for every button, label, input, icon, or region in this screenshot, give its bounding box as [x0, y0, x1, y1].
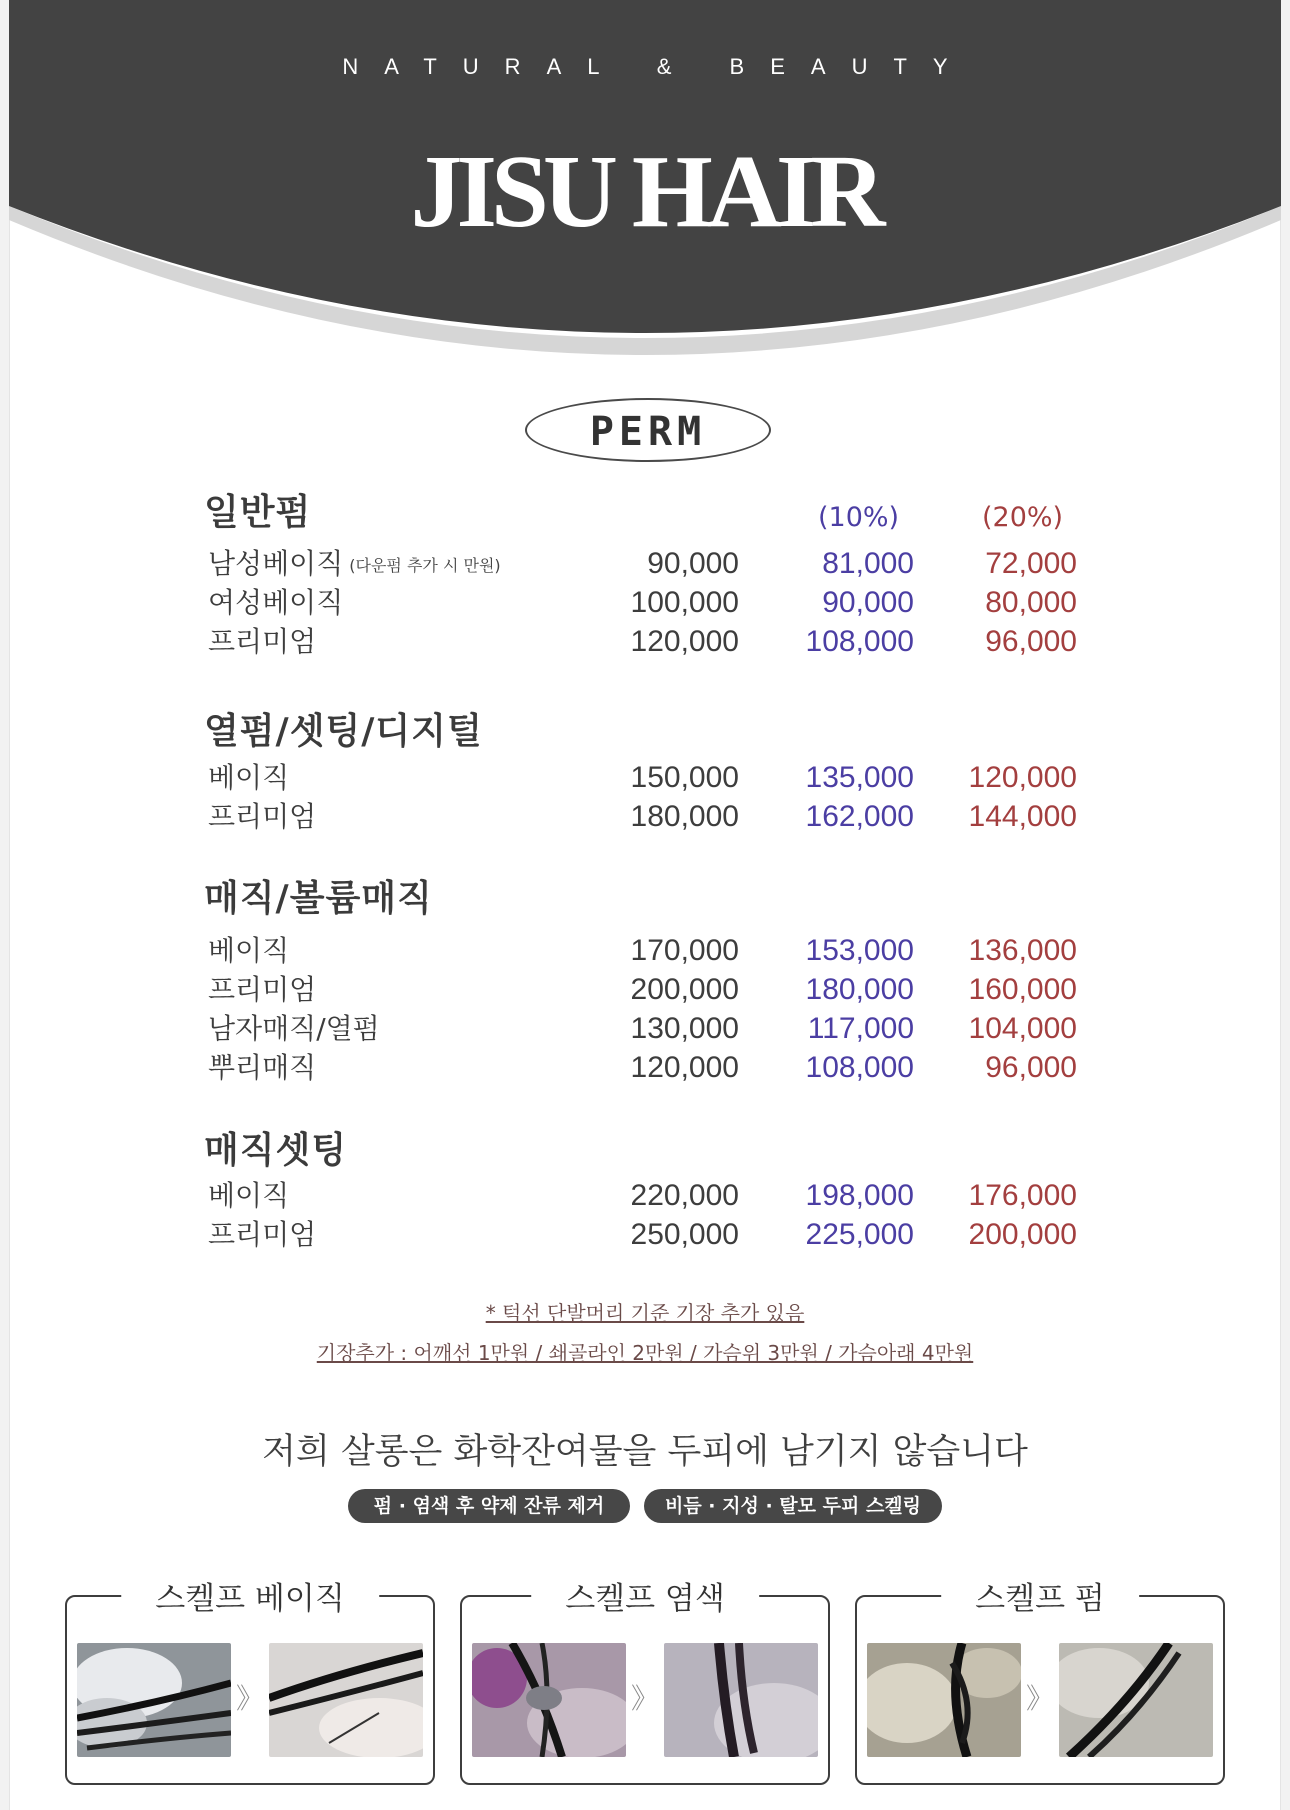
base-price: 100,000: [630, 586, 739, 619]
length-surcharge-note: 기장추가 : 어깨선 1만원 / 쇄골라인 2만원 / 가슴위 3만원 / 가슴아래 4만원: [316, 1341, 974, 1365]
price-10-off: 198,000: [805, 1179, 914, 1212]
item-name: 뿌리매직: [208, 1051, 317, 1084]
item-name: 남성베이직 (다운펌 추가 시 만원): [208, 547, 501, 580]
salon-slogan: 저희 살롱은 화학잔여물을 두피에 남기지 않습니다: [262, 1432, 1028, 1472]
item-name: 프리미엄: [208, 973, 317, 1006]
price-10-off: 225,000: [805, 1218, 914, 1251]
price-20-off: 120,000: [968, 761, 1077, 794]
before-photo: [77, 1643, 231, 1757]
price-20-off: 160,000: [968, 973, 1077, 1006]
price-row: [0, 1177, 1290, 1215]
item-name: 베이직: [208, 934, 290, 967]
price-20-off: 176,000: [968, 1179, 1077, 1212]
service-pill: 펌 · 염색 후 약제 잔류 제거: [348, 1489, 630, 1523]
base-price: 130,000: [630, 1012, 739, 1045]
price-row: [0, 932, 1290, 970]
price-row: [0, 1216, 1290, 1254]
price-row: [0, 798, 1290, 836]
base-price: 250,000: [630, 1218, 739, 1251]
after-photo: [1059, 1643, 1213, 1757]
item-name: 프리미엄: [208, 625, 317, 658]
header-banner: [9, 0, 1281, 380]
item-name: 프리미엄: [208, 800, 317, 833]
price-20-off: 80,000: [985, 586, 1077, 619]
category-title: 매직/볼륨매직: [204, 878, 433, 919]
length-note: * 턱선 단발머리 기준 기장 추가 있음: [485, 1301, 805, 1325]
section-badge-label: PERM: [589, 409, 707, 455]
price-20-off: 200,000: [968, 1218, 1077, 1251]
brand-logo: JISU HAIR: [410, 134, 880, 249]
price-10-off: 135,000: [805, 761, 914, 794]
price-20-off: 72,000: [985, 547, 1077, 580]
arrow-icon: 》: [235, 1682, 264, 1715]
item-name: 여성베이직: [208, 586, 344, 619]
price-10-off: 108,000: [805, 625, 914, 658]
panel-title: 스켈프 펌: [941, 1573, 1139, 1618]
section-badge: [525, 398, 771, 462]
price-row: [0, 1049, 1290, 1087]
price-row: [0, 623, 1290, 661]
price-row: [0, 545, 1290, 583]
page-right-edge: [1280, 0, 1290, 1810]
base-price: 150,000: [630, 761, 739, 794]
arrow-icon: 》: [1025, 1682, 1054, 1715]
after-photo: [269, 1643, 423, 1757]
category-title: 일반펌: [204, 492, 312, 533]
base-price: 170,000: [630, 934, 739, 967]
price-10-off: 162,000: [805, 800, 914, 833]
panel-title: 스켈프 염색: [531, 1573, 759, 1618]
brand-tagline: NATURAL & BEAUTY: [342, 54, 974, 79]
before-photo: [472, 1643, 626, 1757]
item-name: 베이직: [208, 1179, 290, 1212]
price-10-off: 81,000: [822, 547, 914, 580]
before-photo: [867, 1643, 1021, 1757]
price-10-off: 180,000: [805, 973, 914, 1006]
price-10-off: 90,000: [822, 586, 914, 619]
item-note: (다운펌 추가 시 만원): [349, 556, 501, 575]
price-20-off: 104,000: [968, 1012, 1077, 1045]
item-name: 베이직: [208, 761, 290, 794]
price-row: [0, 759, 1290, 797]
base-price: 200,000: [630, 973, 739, 1006]
scalp-panel-basic: [65, 1581, 435, 1785]
item-name: 남자매직/열펌: [208, 1012, 380, 1045]
price-row: [0, 971, 1290, 1009]
price-10-off: 117,000: [807, 1012, 914, 1045]
arrow-icon: 》: [630, 1682, 659, 1715]
scalp-panel-color: [460, 1581, 830, 1785]
service-pill: 비듬 · 지성 · 탈모 두피 스켈링: [644, 1489, 942, 1523]
price-20-off: 144,000: [968, 800, 1077, 833]
price-row: [0, 1010, 1290, 1048]
category-title: 매직셋팅: [204, 1130, 348, 1171]
price-20-off: 96,000: [985, 1051, 1077, 1084]
discount-10-header: (10%): [818, 502, 900, 533]
item-name: 프리미엄: [208, 1218, 317, 1251]
panel-title: 스켈프 베이직: [121, 1573, 379, 1618]
base-price: 90,000: [647, 547, 739, 580]
base-price: 220,000: [630, 1179, 739, 1212]
price-row: [0, 584, 1290, 622]
discount-20-header: (20%): [982, 502, 1064, 533]
category-title: 열펌/셋팅/디지털: [204, 711, 483, 752]
price-10-off: 108,000: [805, 1051, 914, 1084]
price-20-off: 136,000: [968, 934, 1077, 967]
base-price: 180,000: [630, 800, 739, 833]
after-photo: [664, 1643, 818, 1757]
price-20-off: 96,000: [985, 625, 1077, 658]
base-price: 120,000: [630, 625, 739, 658]
base-price: 120,000: [630, 1051, 739, 1084]
price-10-off: 153,000: [805, 934, 914, 967]
scalp-panel-perm: [855, 1581, 1225, 1785]
